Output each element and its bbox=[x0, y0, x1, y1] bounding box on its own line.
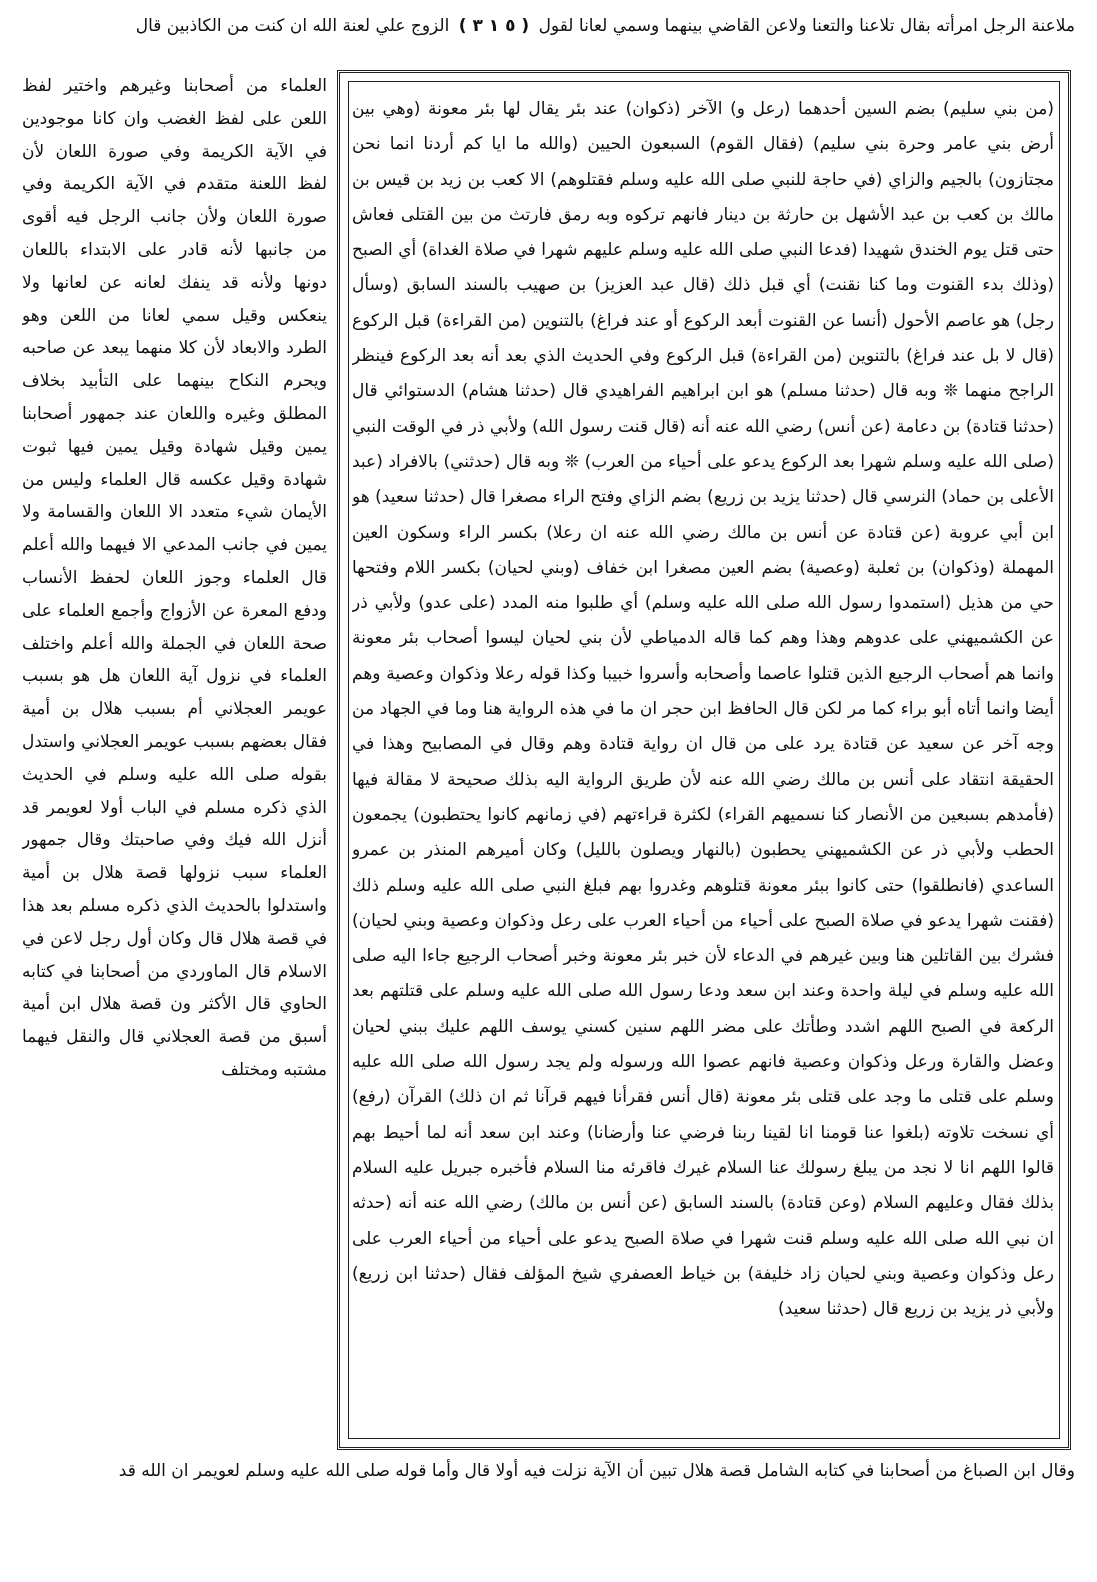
running-title: ملاعنة الرجل امرأته بقال تلاعنا والتعنا ولاعن القاضي بينهما وسمي لعانا لقول bbox=[538, 16, 1075, 36]
main-commentary-text: (من بني سليم) بضم السين أحدهما (رعل و) الآخر (ذكوان) عند بئر يقال لها بئر معونة (وهي بين أرض بني عامر وحرة بني سليم) (فقال القوم) السبعون الحيين (والله ما ايا كم أردنا انما نحن مجتازون) بالجيم والزاي (في حاجة للنبي صلى الله عليه وسلم فقتلوهم) الا كعب بن زيد بن قيس بن مالك بن كعب بن عبد الأشهل بن حارثة بن دينار فانهم تركوه وبه رمق فارتث من بين القتلى فعاش حتى قتل يوم الخندق شهيدا (فدعا النبي صلى الله عليه وسلم عليهم شهرا في صلاة الغداة) أي الصبح (وذلك بدء القنوت وما كنا نقنت) أي قبل ذلك (قال عبد العزيز) بن صهيب بالسند السابق (وسأل رجل) هو عاصم الأحول (أنسا عن القنوت أبعد الركوع أو عند فراغ) بالتنوين (من القراءة) قبل الركوع (قال لا بل عند فراغ) بالتنوين (من القراءة) قبل الركوع وفي الحديث الذي بعد أنه بعد الركوع فينظر الراجح منهما ❊ وبه قال (حدثنا مسلم) هو ابن ابراهيم الفراهيدي قال (حدثنا هشام) الدستوائي قال (حدثنا قتادة) بن دعامة (عن أنس) رضي الله عنه أنه (قال قنت رسول الله) ولأبي ذر في الوقت النبي (صلى الله عليه وسلم شهرا بعد الركوع يدعو على أحياء من العرب) ❊ وبه قال (حدثني) بالافراد (عبد الأعلى بن حماد) النرسي قال (حدثنا يزيد بن زريع) بضم الزاي وفتح الراء مصغرا قال (حدثنا سعيد) هو ابن أبي عروبة (عن قتادة عن أنس بن مالك رضي الله عنه ان رعلا) بكسر الراء وسكون العين المهملة (وذكوان) بن ثعلبة (وعصية) بضم العين مصغرا ابن خفاف (وبني لحيان) بكسر اللام وفتحها حي من هذيل (استمدوا رسول الله صلى الله عليه وسلم) أي طلبوا منه المدد (على عدو) ولأبي ذر عن الكشميهني على عدوهم وهذا وهم كما قاله الدمياطي لأن بني لحيان ليسوا أصحاب بئر معونة وانما هم أصحاب الرجيع الذين قتلوا عاصما وأصحابه وأسروا خبيبا وكذا قوله رعلا وذكوان وعصية وهم أيضا وانما أتاه أبو براء كما مر لكن قال الحافظ ابن حجر ان ما في هذه الرواية هنا وما في الجهاد من وجه آخر عن سعيد عن قتادة يرد على من قال ان رواية قتادة وهم وقال في المصابيح وهذا في الحقيقة انتقاد على أنس بن مالك رضي الله عنه لأن طريق الرواية اليه بذلك صحيحة لا مقالة فيها (فأمدهم بسبعين من الأنصار كنا نسميهم القراء) لكثرة قراءتهم (في زمانهم كانوا يحتطبون) يجمعون الحطب ولأبي ذر عن الكشميهني يحطبون (بالنهار ويصلون بالليل) وكان أميرهم المنذر بن عمرو الساعدي (فانطلقوا) حتى كانوا ببئر معونة قتلوهم وغدروا بهم فبلغ النبي صلى الله عليه وسلم ذلك (فقنت شهرا يدعو في صلاة الصبح على أحياء من أحياء العرب على رعل وذكوان وعصية وبني لحيان) فشرك بين القاتلين هنا وبين غيرهم في الدعاء لأن خبر بئر معونة وخبر أصحاب الرجيع جاءا اليه صلى الله عليه وسلم في ليلة واحدة وعند ابن سعد ودعا رسول الله صلى الله عليه وسلم على قتلتهم بعد الركعة في الصبح اللهم اشدد وطأتك على مضر اللهم سنين كسني يوسف اللهم عليك ببني لحيان وعضل والقارة ورعل وذكوان وعصية فانهم عصوا الله ورسوله ولم يجد رسول الله صلى الله عليه وسلم على قتلى ما وجد على قتلى بئر معونة (قال أنس فقرأنا فيهم قرآنا ثم ان ذلك) القرآن (رفع) أي نسخت تلاوته (بلغوا عنا قومنا انا لقينا ربنا فرضي عنا وأرضانا) وعند ابن سعد أنه لما أحيط بهم قالوا اللهم انا لا نجد من يبلغ رسولك عنا السلام غيرك فاقرئه منا السلام فأخبره جبريل عليه السلام بذلك فقال وعليهم السلام (وعن قتادة) بالسند السابق (عن أنس بن مالك) رضي الله عنه أنه (حدثه ان نبي الله صلى الله عليه وسلم قنت شهرا في صلاة الصبح يدعو على أحياء من أحياء العرب على رعل وذكوان وعصية وبني لحيان زاد خليفة) بن خياط العصفري شيخ المؤلف فقال (حدثنا ابن زريع) ولأبي ذر يزيد بن زريع قال (حدثنا سعيد) bbox=[352, 99, 1054, 1320]
running-header bbox=[22, 14, 1075, 64]
page-number: ( ٥ ١ ٣ ) bbox=[458, 16, 530, 36]
side-commentary-text: العلماء من أصحابنا وغيرهم واختير لفظ اللعن على لفظ الغضب وان كانا موجودين في الآية الكريمة وفي صورة اللعان لأن لفظ اللعنة متقدم في الآية الكريمة وفي صورة اللعان ولأن جانب الرجل فيه أقوى من جانبها لأنه قادر على الابتداء باللعان دونها ولأنه قد ينفك لعانه عن لعانها ولا ينعكس وقيل سمي لعانا من اللعن وهو الطرد والابعاد لأن كلا منهما يبعد عن صاحبه ويحرم النكاح بينهما على التأبيد بخلاف المطلق وغيره واللعان عند جمهور أصحابنا يمين وقيل شهادة وقيل يمين فيها ثبوت شهادة وقيل عكسه قال العلماء وليس من الأيمان شيء متعدد الا اللعان والقسامة ولا يمين في جانب المدعي الا فيهما والله أعلم قال العلماء وجوز اللعان لحفظ الأنساب ودفع المعرة عن الأزواج وأجمع العلماء على صحة اللعان في الجملة والله أعلم واختلف العلماء في نزول آية اللعان هل هو بسبب عويمر العجلاني أم بسبب هلال بن أمية فقال بعضهم بسبب عويمر العجلاني واستدل بقوله صلى الله عليه وسلم في الحديث الذي ذكره مسلم في الباب أولا لعويمر قد أنزل الله فيك وفي صاحبتك وقال جمهور العلماء سبب نزولها قصة هلال بن أمية واستدلوا بالحديث الذي ذكره مسلم بعد هذا في قصة هلال قال وكان أول رجل لاعن في الاسلام قال الماوردي من أصحابنا في كتابه الحاوي قال الأكثر ون قصة هلال ابن أمية أسبق من قصة العجلاني قال والنقل فيهما مشتبه ومختلف bbox=[22, 76, 327, 1080]
side-commentary-column bbox=[22, 70, 327, 1448]
page-footer-text bbox=[22, 1456, 1075, 1526]
running-text: الزوج علي لعنة الله ان كنت من الكاذبين قال bbox=[135, 16, 450, 36]
footer-text: وقال ابن الصباغ من أصحابنا في كتابه الشامل قصة هلال تبين أن الآية نزلت فيه أولا قال وأما قوله صلى الله عليه وسلم لعويمر ان الله قد bbox=[118, 1461, 1075, 1481]
main-commentary-column bbox=[352, 92, 1054, 1436]
